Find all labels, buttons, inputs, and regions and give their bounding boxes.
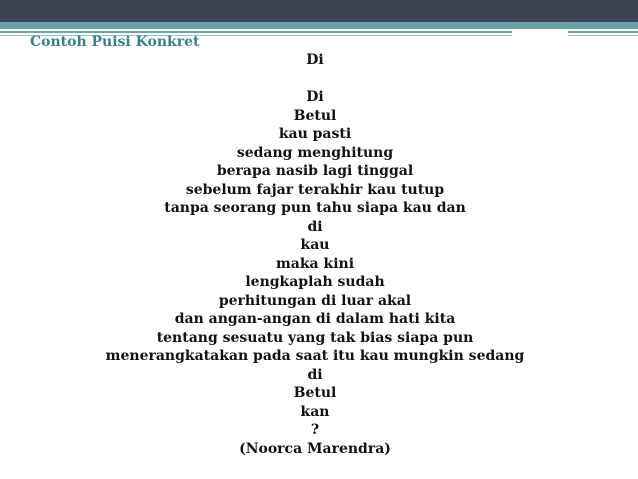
poem-line: lengkaplah sudah	[245, 274, 385, 290]
poem-line: di	[307, 366, 323, 383]
poem-line: Betul	[293, 385, 337, 401]
header-accent-bar	[0, 22, 638, 29]
poem-line: tentang sesuatu yang tak bias siapa pun	[156, 329, 474, 346]
header-bar	[0, 0, 638, 22]
poem-line: sebelum fajar terakhir kau tutup	[185, 181, 445, 198]
poem-line: maka kini	[275, 255, 355, 272]
poem-author: (Noorca Marendra)	[239, 440, 391, 457]
poem-line: perhitungan di luar akal	[218, 292, 412, 309]
poem-line: Betul	[293, 107, 337, 124]
poem-line: di	[307, 218, 323, 235]
poem-line: Di	[306, 89, 324, 105]
poem-line: tanpa seorang pun tahu siapa kau dan	[164, 200, 466, 216]
slide-title: Contoh Puisi Konkret	[30, 34, 200, 50]
header-rule-left	[0, 31, 512, 33]
poem-line: kau	[300, 237, 330, 253]
poem-line: sedang menghitung	[236, 144, 394, 161]
header-rule-right-secondary	[568, 35, 638, 36]
poem-line: kan	[300, 403, 330, 420]
poem-line: menerangkatakan pada saat itu kau mungkin sedang	[105, 348, 525, 364]
poem-line	[0, 70, 630, 89]
poem-line: ?	[310, 422, 320, 438]
poem-line: berapa nasib lagi tinggal	[216, 163, 414, 179]
poem-line: dan angan-angan di dalam hati kita	[174, 311, 456, 327]
poem-line: kau pasti	[278, 126, 352, 142]
poem	[0, 51, 630, 458]
poem-line: Di	[306, 52, 324, 68]
header-rule-right	[568, 31, 638, 33]
